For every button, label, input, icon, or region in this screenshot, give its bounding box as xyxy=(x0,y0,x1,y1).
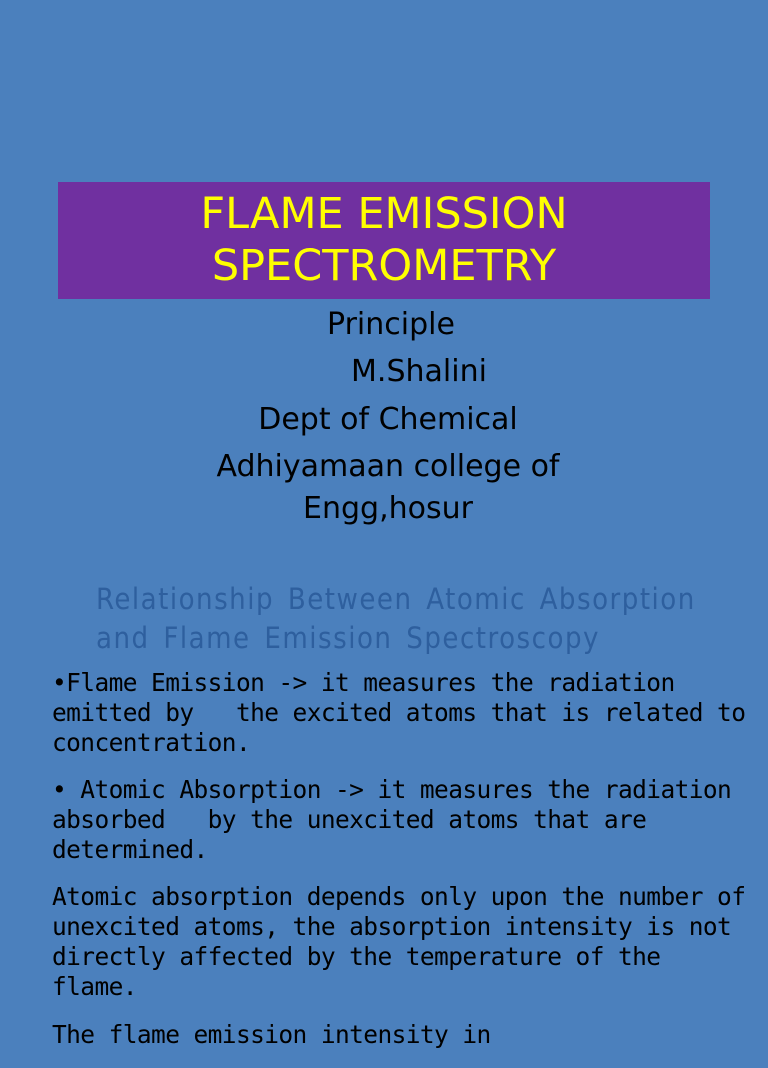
title-line-2: SPECTROMETRY xyxy=(211,241,557,291)
paragraph-absorption-dependency: Atomic absorption depends only upon the number of unexcited atoms, the absorption intensity is not directly affected by the temperature of the flame. xyxy=(52,882,760,1001)
section-heading: Relationship Between Atomic Absorption and Flame Emission Spectroscopy xyxy=(96,582,696,655)
subtitle-location: Engg,hosur xyxy=(303,491,473,526)
title-box xyxy=(58,182,710,299)
paragraph-flame-emission: •Flame Emission -> it measures the radiation emitted by the excited atoms that is related to concentration. xyxy=(52,668,760,757)
paragraph-flame-intensity: The flame emission intensity in xyxy=(52,1020,491,1049)
subtitle-department: Dept of Chemical xyxy=(258,402,518,437)
body-text xyxy=(52,668,760,1068)
subtitle-block xyxy=(0,305,768,525)
title-line-1: FLAME EMISSION xyxy=(200,189,568,239)
subtitle-author: M.Shalini xyxy=(351,354,487,389)
paragraph-atomic-absorption: • Atomic Absorption -> it measures the radiation absorbed by the unexcited atoms that are determined. xyxy=(52,775,746,864)
subtitle-principle: Principle xyxy=(327,307,455,342)
subtitle-college: Adhiyamaan college of xyxy=(216,449,560,484)
